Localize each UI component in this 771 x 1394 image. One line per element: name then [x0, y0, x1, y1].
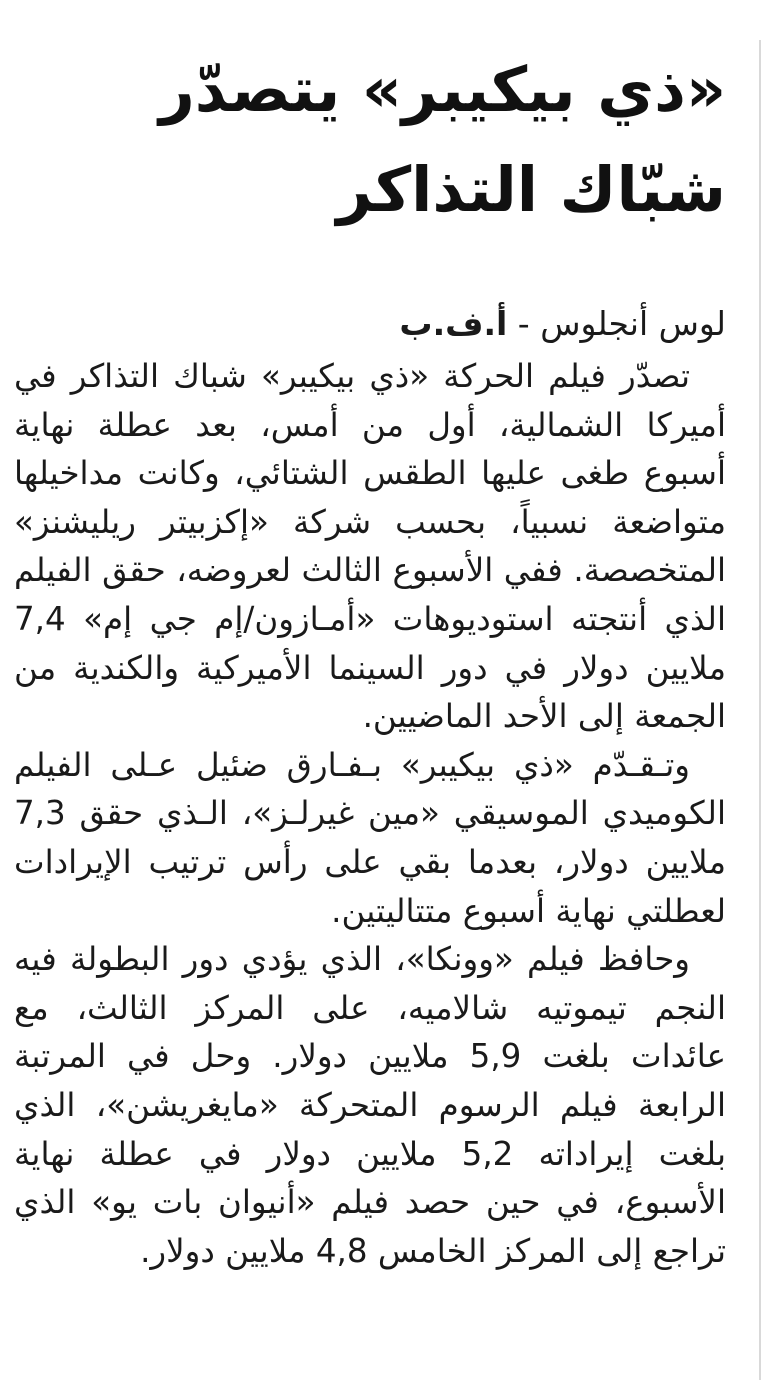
paragraph-3: وحافظ فيلم «وونكا»، الذي يؤدي دور البطولة فيه النجم تيموتيه شالاميه، على المركز الثالث، مع عائدات بلغت 5,9 ملايين دولار. وحل في المرتبة الرابعة فيلم الرسوم المتحركة «مايغريشن»، الذي بلغت إيراداته 5,2 ملايين دولار في عطلة نهاية الأسبوع، في حين حصد فيلم «أنيوان بات يو» الذي تراجع إلى المركز الخامس 4,8 ملايين دولار.	[14, 940, 726, 1270]
dateline	[14, 302, 726, 346]
paragraph-1: تصدّر فيلم الحركة «ذي بيكيبر» شباك التذاكر في أميركا الشمالية، أول من أمس، بعد عطلة نهاية أسبوع طغى عليها الطقس الشتائي، وكانت مداخيلها متواضعة نسبياً، بحسب شركة «إكزبيتر ريليشنز» المتخصصة. ففي الأسبوع الثالث لعروضه، حقق الفيلم الذي أنتجته استوديوهات «أمـازون/إم جي إم» 7,4 ملايين دولار في دور السينما الأميركية والكندية من الجمعة إلى الأحد الماضيين.	[14, 357, 726, 736]
news-article	[14, 40, 726, 1275]
headline: «ذي بيكيبر» يتصدّر شبّاك التذاكر	[159, 53, 726, 226]
column-divider	[759, 40, 761, 1380]
dateline-location: لوس أنجلوس -	[507, 304, 726, 343]
dateline-agency: أ.ف.ب	[399, 304, 508, 343]
article-body	[14, 352, 726, 1275]
paragraph-2: وتـقـدّم «ذي بيكيبر» بـفـارق ضئيل عـلى الفيلم الكوميدي الموسيقي «مين غيرلـز»، الـذي حقق 7,3 ملايين دولار، بعدما بقي على رأس ترتيب الإيرادات لعطلتي نهاية أسبوع متتاليتين.	[14, 745, 726, 930]
